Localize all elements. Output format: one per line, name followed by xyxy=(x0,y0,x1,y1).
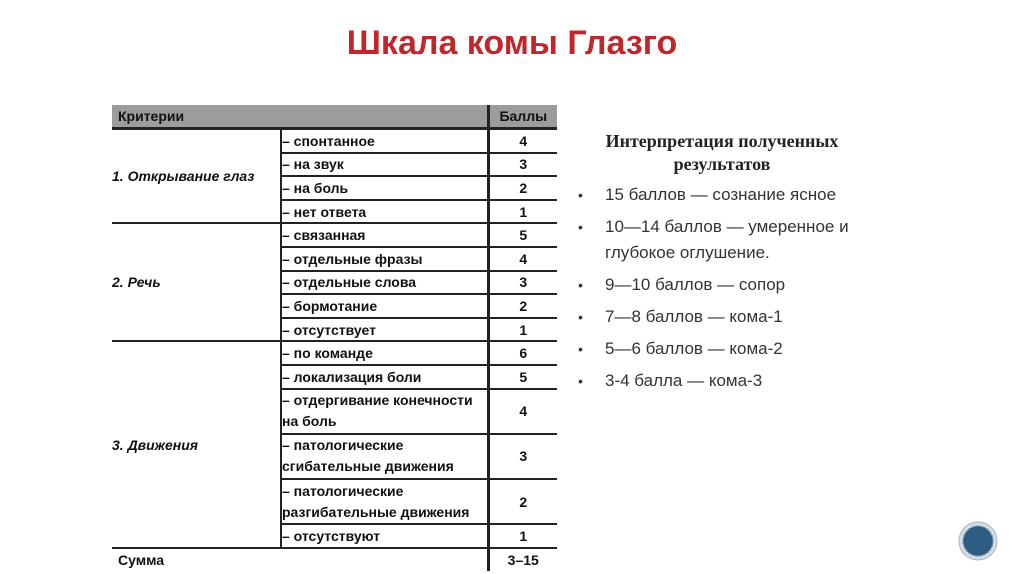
score-value: 3 xyxy=(488,153,557,177)
score-value: 2 xyxy=(488,176,557,200)
score-value: 5 xyxy=(488,223,557,247)
interpretation-text: 15 баллов — сознание ясное xyxy=(605,185,837,204)
table-header-row xyxy=(112,105,557,129)
bullet-icon: • xyxy=(578,187,583,203)
score-value: 4 xyxy=(488,129,557,153)
bullet-icon: • xyxy=(578,219,583,235)
table-row xyxy=(112,341,557,365)
response-label: – связанная xyxy=(281,223,488,247)
interpretation-list xyxy=(572,182,872,394)
score-value: 5 xyxy=(488,365,557,389)
score-value: 3 xyxy=(488,434,557,479)
slide-title: Шкала комы Глазго xyxy=(346,24,678,62)
score-value: 4 xyxy=(488,389,557,434)
response-label: – отдельные фразы xyxy=(281,247,488,271)
response-label: – отдельные слова xyxy=(281,271,488,295)
response-label: – спонтанное xyxy=(281,129,488,153)
interpretation-panel xyxy=(572,130,872,400)
response-label: – патологические сгибательные движения xyxy=(281,434,488,479)
bullet-icon: • xyxy=(578,373,583,389)
score-value: 2 xyxy=(488,479,557,524)
score-value: 1 xyxy=(488,318,557,342)
header-criteria: Критерии xyxy=(112,105,488,129)
response-label: – нет ответа xyxy=(281,200,488,224)
interpretation-text: 7—8 баллов — кома-1 xyxy=(605,307,783,326)
score-value: 6 xyxy=(488,341,557,365)
score-value: 1 xyxy=(488,200,557,224)
response-label: – отдергивание конечности на боль xyxy=(281,389,488,434)
response-label: – патологические разгибательные движения xyxy=(281,479,488,524)
list-item xyxy=(572,182,872,208)
criteria-eye-opening: 1. Открывание глаз xyxy=(112,129,281,224)
response-label: – на боль xyxy=(281,176,488,200)
score-value: 3 xyxy=(488,271,557,295)
bullet-icon: • xyxy=(578,309,583,325)
bullet-icon: • xyxy=(578,341,583,357)
score-value: 4 xyxy=(488,247,557,271)
list-item xyxy=(572,368,872,394)
bullet-icon: • xyxy=(578,277,583,293)
slide-badge-icon xyxy=(958,521,998,561)
interpretation-text: 10—14 баллов — умеренное и глубокое оглушение. xyxy=(605,217,849,262)
list-item xyxy=(572,304,872,330)
table-row xyxy=(112,129,557,153)
response-label: – локализация боли xyxy=(281,365,488,389)
header-score: Баллы xyxy=(488,105,557,129)
response-label: – по команде xyxy=(281,341,488,365)
glasgow-scale-table xyxy=(112,105,557,571)
interpretation-text: 3-4 балла — кома-3 xyxy=(605,371,763,390)
list-item xyxy=(572,336,872,362)
criteria-movement: 3. Движения xyxy=(112,341,281,547)
response-label: – на звук xyxy=(281,153,488,177)
response-label: – отсутствует xyxy=(281,318,488,342)
interpretation-text: 5—6 баллов — кома-2 xyxy=(605,339,783,358)
table-row xyxy=(112,223,557,247)
list-item xyxy=(572,214,872,266)
table-total-row xyxy=(112,548,557,571)
criteria-speech: 2. Речь xyxy=(112,223,281,341)
total-label: Сумма xyxy=(118,551,165,568)
response-label: – отсутствуют xyxy=(281,524,488,548)
score-value: 2 xyxy=(488,294,557,318)
list-item xyxy=(572,272,872,298)
total-value: 3–15 xyxy=(488,548,557,571)
interpretation-text: 9—10 баллов — сопор xyxy=(605,275,786,294)
interpretation-title: Интерпретация полученных результатов xyxy=(605,131,839,174)
response-label: – бормотание xyxy=(281,294,488,318)
score-value: 1 xyxy=(488,524,557,548)
